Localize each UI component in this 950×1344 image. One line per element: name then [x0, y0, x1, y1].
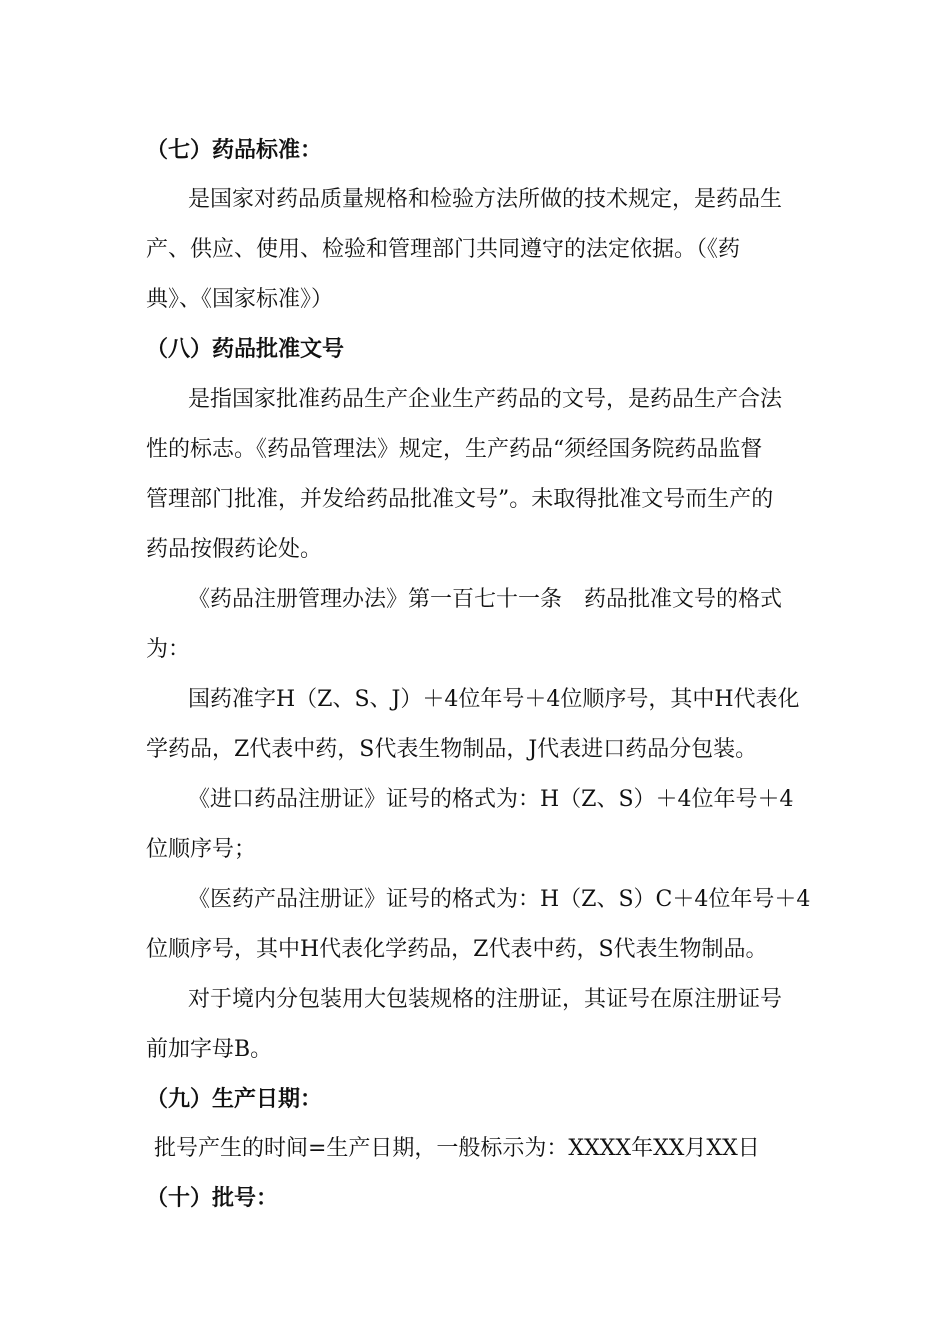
section-8-line-2: 性的标志。《药品管理法》规定，生产药品“须经国务院药品监督 — [146, 437, 763, 462]
section-8-line-3: 管理部门批准，并发给药品批准文号”。未取得批准文号而生产的 — [146, 487, 774, 512]
section-8-line-11: 《医药产品注册证》证号的格式为：H（Z、S）C＋4位年号＋4 — [188, 887, 811, 912]
section-7-heading: （七）药品标准： — [146, 138, 323, 163]
section-7-line-3: 典》、《国家标准》） — [146, 287, 334, 312]
section-8-line-8: 学药品，Z代表中药，S代表生物制品，J代表进口药品分包装。 — [146, 737, 758, 762]
section-8-line-12: 位顺序号，其中H代表化学药品，Z代表中药，S代表生物制品。 — [146, 937, 768, 962]
section-8-line-5: 《药品注册管理办法》第一百七十一条 药品批准文号的格式 — [188, 587, 783, 612]
section-8-line-14: 前加字母B。 — [146, 1037, 273, 1062]
section-8-line-4: 药品按假药论处。 — [146, 537, 323, 562]
section-8-heading: （八）药品批准文号 — [146, 337, 345, 362]
section-8-line-10: 位顺序号； — [146, 837, 257, 862]
section-8-line-1: 是指国家批准药品生产企业生产药品的文号，是药品生产合法 — [188, 387, 783, 412]
section-9-line-1: 批号产生的时间=生产日期，一般标示为：XXXX年XX月XX日 — [154, 1136, 760, 1161]
section-9-heading: （九）生产日期： — [146, 1087, 323, 1112]
section-8-line-7: 国药准字H（Z、S、J）＋4位年号＋4位顺序号，其中H代表化 — [188, 687, 800, 712]
section-8-line-13: 对于境内分包装用大包装规格的注册证，其证号在原注册证号 — [188, 987, 783, 1012]
section-7-line-1: 是国家对药品质量规格和检验方法所做的技术规定，是药品生 — [188, 187, 783, 212]
section-7-line-2: 产、供应、使用、检验和管理部门共同遵守的法定依据。（《药 — [146, 237, 741, 262]
section-8-line-9: 《进口药品注册证》证号的格式为：H（Z、S）＋4位年号＋4 — [188, 787, 794, 812]
section-10-heading: （十）批号： — [146, 1186, 279, 1211]
section-8-line-6: 为： — [146, 637, 191, 662]
